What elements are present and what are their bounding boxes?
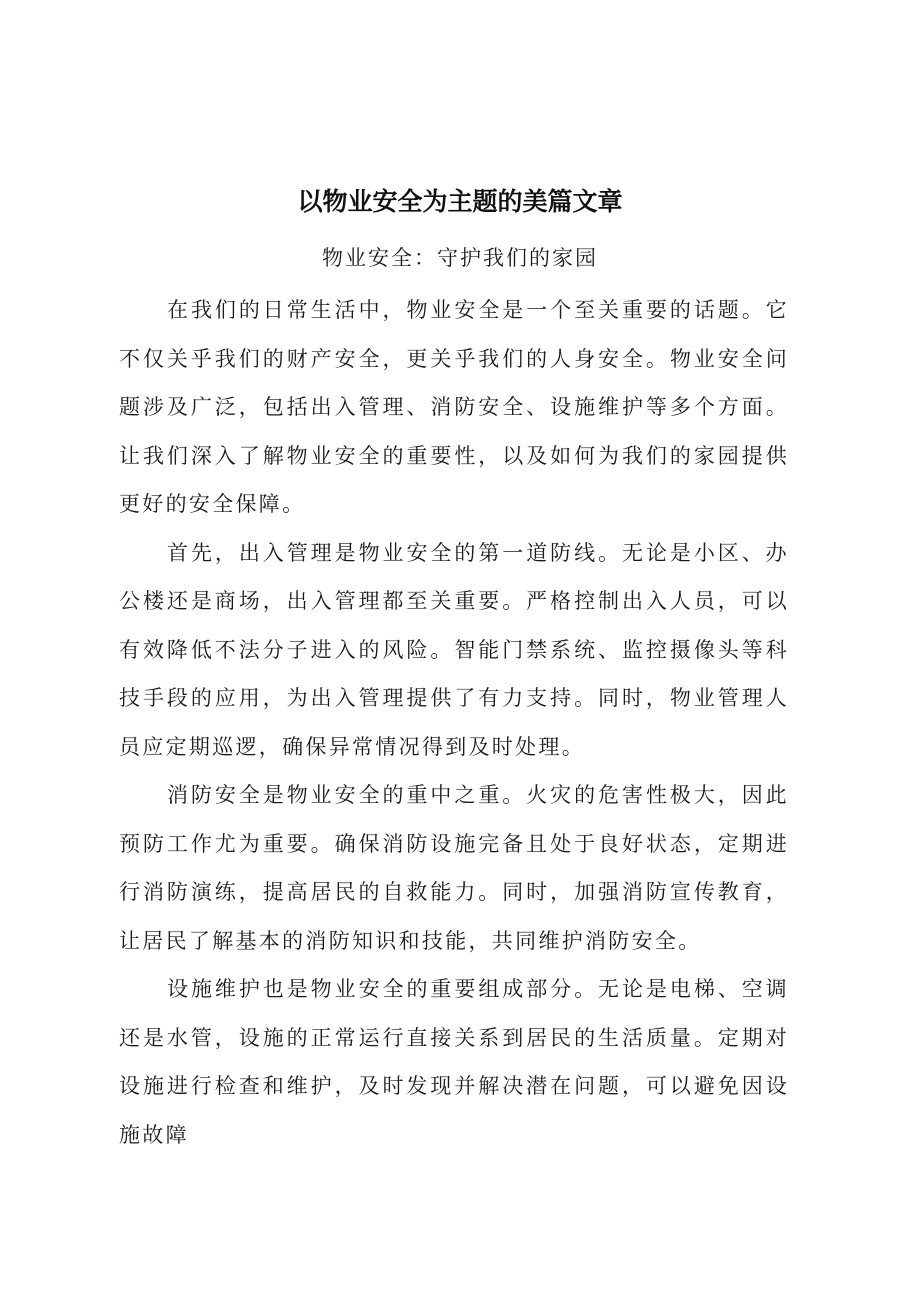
page-subtitle: 物业安全：守护我们的家园 xyxy=(322,246,598,270)
paragraph-access-control: 首先，出入管理是物业安全的第一道防线。无论是小区、办公楼还是商场，出入管理都至关重要。严格控制出入人员，可以有效降低不法分子进入的风险。智能门禁系统、监控摄像头等科技手段的应用，为出入管理提供了有力支持。同时，物业管理人员应定期巡逻，确保异常情况得到及时处理。 xyxy=(119,540,789,759)
paragraph-intro: 在我们的日常生活中，物业安全是一个至关重要的话题。它不仅关乎我们的财产安全，更关乎我们的人身安全。物业安全问题涉及广泛，包括出入管理、消防安全、设施维护等多个方面。让我们深入了解物业安全的重要性，以及如何为我们的家园提供更好的安全保障。 xyxy=(119,298,789,516)
paragraph-facility-maintenance: 设施维护也是物业安全的重要组成部分。无论是电梯、空调还是水管，设施的正常运行直接关系到居民的生活质量。定期对设施进行检查和维护，及时发现并解决潜在问题，可以避免因设施故障 xyxy=(119,977,789,1147)
article-body xyxy=(119,286,789,1159)
paragraph-fire-safety: 消防安全是物业安全的重中之重。火灾的危害性极大，因此预防工作尤为重要。确保消防设施完备且处于良好状态，定期进行消防演练，提高居民的自救能力。同时，加强消防宣传教育，让居民了解基本的消防知识和技能，共同维护消防安全。 xyxy=(119,783,789,953)
page-title: 以物业安全为主题的美篇文章 xyxy=(297,187,623,216)
